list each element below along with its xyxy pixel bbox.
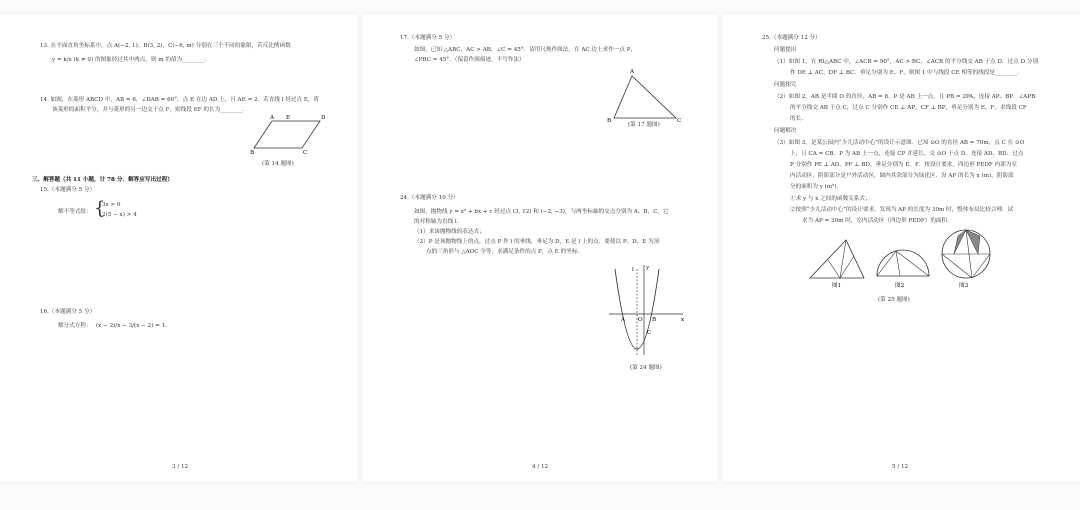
q25-q2a: ②按照“少儿活动中心”的设计要求，发现当 AP 的长度为 30m 时，整体布局比较合理．试 <box>790 207 1014 213</box>
q17-heading: 17.（本题满分 5 分） <box>400 35 456 41</box>
q25-q2b: 求当 AP = 30m 时，室内活动区（四边形 PEDF）的面积. <box>802 218 949 224</box>
q25-figure-2 <box>874 232 934 290</box>
q25-p2b: 的平分线交 AB 于点 C，过点 C 分别作 CE ⊥ AP，CF ⊥ BP，垂足分别为 E、F，求线段 CF <box>790 105 1027 111</box>
q25-sub1: 问题提出 <box>774 47 797 53</box>
label-d: D <box>321 115 326 121</box>
label-y: y <box>646 265 650 271</box>
label-e: E <box>286 115 291 121</box>
q24-line2: 的对称轴为直线 l. <box>414 219 459 225</box>
label-o: O <box>638 317 643 323</box>
q25-p3e: 分的面积为 y (m²). <box>790 184 839 190</box>
label-b: B <box>250 150 255 156</box>
q13-line1: 13. 在平面直角坐标系中，点 A(−2, 1)、B(3, 2)、C(−6, m) 分别在三个不同的象限，若反比例函数 <box>40 43 291 49</box>
q15-lead: 解不等式组： <box>58 209 92 215</box>
q17-caption: (第 17 题图) <box>628 122 660 128</box>
q14-caption: (第 14 题图) <box>262 161 294 167</box>
q24-item2a: （2）P 是该抛物线上的点，过点 P 作 l 的垂线，垂足为 D，E 是 l 上的点．要使以 P、D、E 为顶 <box>414 239 660 245</box>
exam-page-4 <box>362 14 718 482</box>
page-number: 3 / 12 <box>172 464 189 470</box>
label-x: x <box>681 317 685 323</box>
q15-heading: 15.（本题满分 5 分） <box>40 187 96 193</box>
q17-line2: ∠PBC = 45°．（保留作图痕迹，不写作法） <box>414 57 525 63</box>
label-b: B <box>607 118 612 124</box>
q16-heading: 16.（本题满分 5 分） <box>40 309 96 315</box>
q24-caption: (第 24 题图) <box>630 365 662 371</box>
q25-p1a: （1）如图 1，在 Rt△ABC 中，∠ACB = 90°，AC > BC，∠ACB 的平分线交 AB 于点 D．过点 D 分别 <box>774 59 1039 65</box>
q14-rhombus-figure <box>250 114 330 154</box>
label-a: A <box>621 317 626 323</box>
q25-heading: 25.（本题满分 12 分） <box>762 35 821 41</box>
q25-p3b: 上，且 CA = CB．P 为 AB 上一点，连接 CP 并延长，交 ⊙O 于点 D．连接 AD、BD．过点 <box>790 151 1024 157</box>
label-a: A <box>270 115 275 121</box>
q25-q1: ①求 y 与 x 之间的函数关系式； <box>790 196 871 202</box>
q25-figure-3 <box>936 226 998 290</box>
q25-p1b: 作 DE ⊥ AC，DF ⊥ BC．垂足分别为 E、F，则图 1 中与线段 CE 相等的线段是________. <box>790 70 1020 76</box>
section-3-heading: 三、解答题（共 11 小题，计 78 分．解答应写出过程） <box>32 177 173 183</box>
q25-sub3: 问题解决 <box>774 128 797 134</box>
q16-equation: (x − 2)/x − 3/(x − 2) = 1. <box>96 323 167 329</box>
q15-ineq2: 2(5 − x) > 4 <box>102 212 137 218</box>
q25-figure-1 <box>806 236 870 288</box>
q24-parabola-figure <box>607 259 687 359</box>
q25-p2c: 的长. <box>790 116 803 122</box>
q17-triangle-figure <box>606 66 681 124</box>
q25-p2a: （2）如图 2，AB 是半圆 O 的直径，AB = 8．P 是 AB 上一点，且 PB = 2PA，连接 AP、BP．∠APB <box>774 94 1036 100</box>
q16-lead: 解分式方程： <box>58 323 92 329</box>
label-c: C <box>303 150 308 156</box>
q17-line1: 如图，已知 △ABC，AC > AB，∠C = 45°．请用尺规作图法，在 AC 边上求作一点 P， <box>414 47 637 53</box>
label-c: C <box>647 330 652 336</box>
q25-sub2: 问题探究 <box>774 82 797 88</box>
q24-item2b: 点的三角形与 △AOC 全等，求满足条件的点 P，点 E 的坐标. <box>426 249 580 255</box>
brace: { <box>94 198 106 219</box>
q24-heading: 24.（本题满分 10 分） <box>400 195 459 201</box>
q24-item1: （1）求该抛物线的表达式； <box>414 229 485 235</box>
fig2-label: 图2 <box>895 283 905 289</box>
label-l: l <box>632 267 634 273</box>
q25-p3c: P 分别作 PE ⊥ AD，PF ⊥ BD，垂足分别为 E、F．按设计要求，四边形 PEDF 内部为室 <box>790 162 1017 168</box>
label-c: C <box>677 118 682 124</box>
q14-line1: 14. 如图，在菱形 ABCD 中，AB = 6，∠DAB = 60°，点 E 在边 AD 上，且 AE = 2．若直线 l 经过点 E，将 <box>40 97 320 103</box>
label-b: B <box>652 317 657 323</box>
fig1-label: 图1 <box>832 283 842 289</box>
q25-caption: (第 25 题图) <box>878 297 910 303</box>
exam-page-5 <box>722 14 1080 482</box>
q24-line1: 如图，抛物线 y = x² + bx + c 经过点 (3, 12) 和 (−2, −3)，与两坐标轴的交点分别为 A、B、C，它 <box>414 209 669 215</box>
q13-line2: y = k/x (k ≠ 0) 的图象经过其中两点，则 m 的值为________. <box>52 57 207 63</box>
fig3-label: 图3 <box>959 283 969 289</box>
page-number: 5 / 12 <box>892 464 909 470</box>
q15-ineq1: 3x > 6 <box>102 202 121 208</box>
page-number: 4 / 12 <box>532 464 549 470</box>
q14-line2: 该菱形的面积平分，并与菱形的另一边交于点 F，则线段 EF 的长为________. <box>52 107 245 113</box>
q25-p3a: （3）如图 3，是某公园内“少儿活动中心”的设计示意图．已知 ⊙O 的直径 AB = 70m，点 C 在 ⊙O <box>774 140 1025 146</box>
q25-p3d: 内活动区，阴影部分是户外活动区，圆内其余部分为绿化区．设 AP 的长为 x (m)，阴影部 <box>790 173 1014 179</box>
label-a: A <box>630 69 635 75</box>
exam-page-3 <box>0 14 358 482</box>
